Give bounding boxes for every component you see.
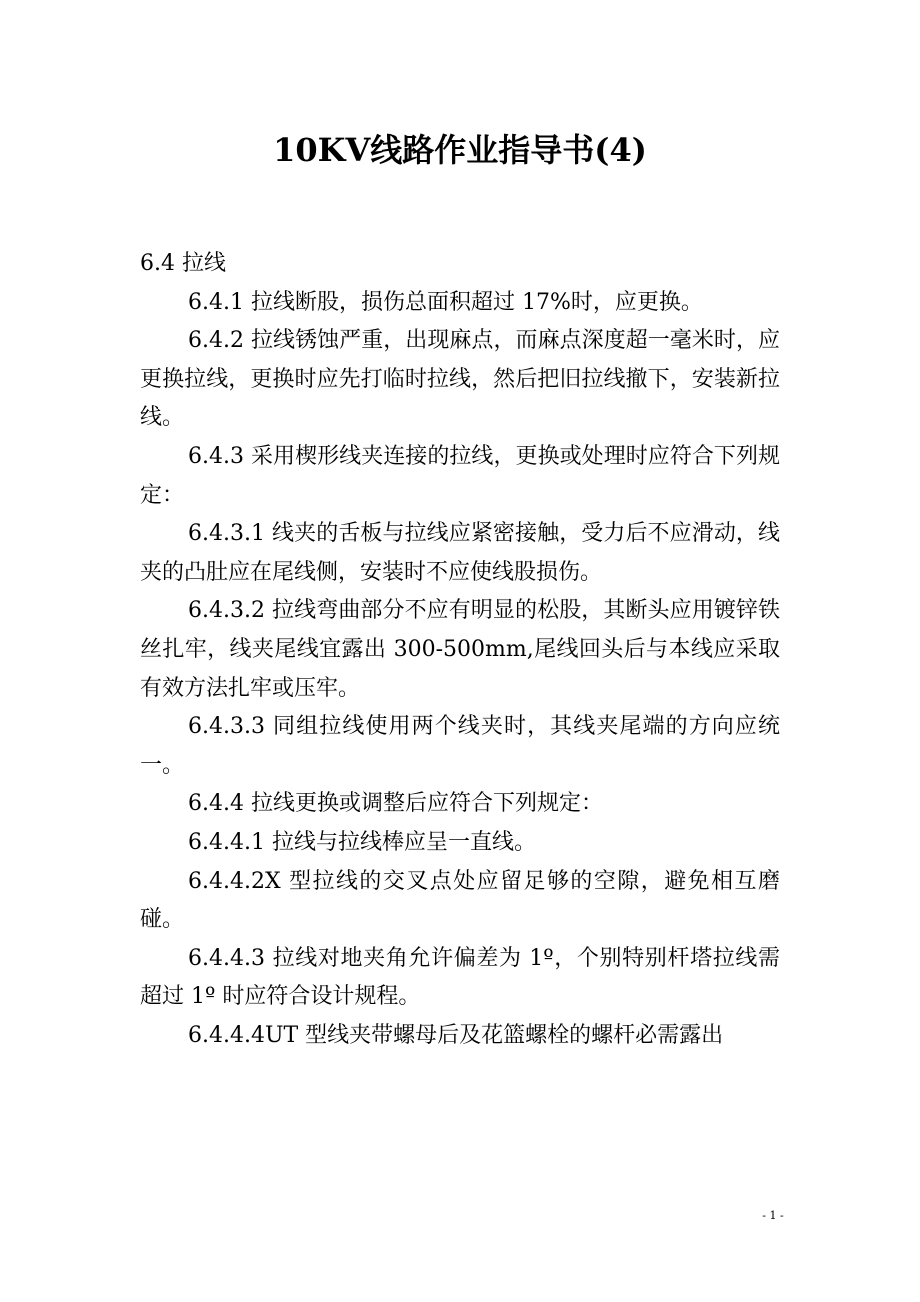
- paragraph: 6.4.2 拉线锈蚀严重，出现麻点，而麻点深度超一毫米时，应更换拉线，更换时应先打临时拉线，然后把旧拉线撤下，安装新拉线。: [140, 328, 780, 431]
- paragraph: 6.4.3 采用楔形线夹连接的拉线，更换或处理时应符合下列规定：: [140, 443, 780, 508]
- paragraph: 6.4.4.1 拉线与拉线棒应呈一直线。: [188, 829, 536, 855]
- paragraph: 6.4.3.3 同组拉线使用两个线夹时，其线夹尾端的方向应统一。: [140, 714, 780, 778]
- paragraph: 6.4.4.3 拉线对地夹角允许偏差为 1º，个别特别杆塔拉线需超过 1º 时应符合设计规程。: [140, 945, 780, 1010]
- paragraph: 6.4.3.2 拉线弯曲部分不应有明显的松股，其断头应用镀锌铁丝扎牢，线夹尾线宜露出 300-500mm,尾线回头后与本线应采取有效方法扎牢或压牢。: [140, 598, 780, 701]
- paragraph: 6.4.4.4UT 型线夹带螺母后及花篮螺栓的螺杆必需露出: [188, 1022, 724, 1048]
- paragraph: 6.4.1 拉线断股，损伤总面积超过 17%时，应更换。: [188, 289, 703, 315]
- page-number: - 1 -: [762, 1209, 784, 1222]
- document-body: [140, 245, 780, 1055]
- document-title: 10KV线路作业指导书(4): [273, 131, 647, 169]
- section-heading: 6.4 拉线: [140, 251, 226, 276]
- paragraph: 6.4.3.1 线夹的舌板与拉线应紧密接触，受力后不应滑动，线夹的凸肚应在尾线侧，安装时不应使线股损伤。: [140, 521, 780, 585]
- paragraph: 6.4.4.2X 型拉线的交叉点处应留足够的空隙，避免相互磨碰。: [140, 868, 780, 933]
- paragraph: 6.4.4 拉线更换或调整后应符合下列规定：: [188, 791, 603, 817]
